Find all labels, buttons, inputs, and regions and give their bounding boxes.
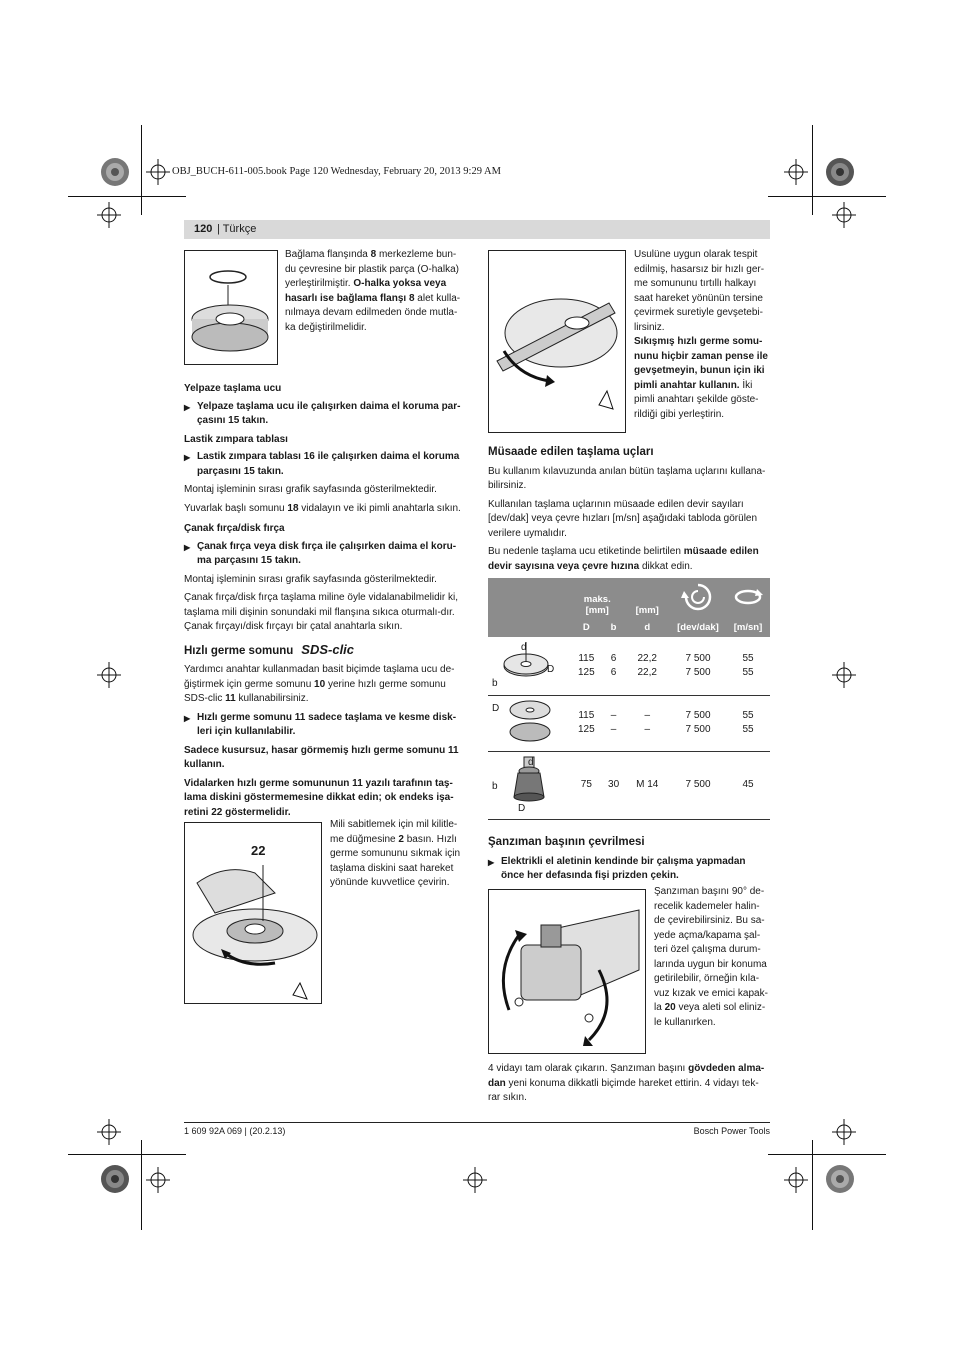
- sanding-disc-cell: D: [488, 695, 570, 751]
- col-ms: [m/sn]: [726, 618, 770, 637]
- allowed-p3: Bu nedenle taşlama ucu etiketinde belirtilen müsaade edilen devir sayısına veya çevre hızına dikkat edin.: [488, 546, 759, 572]
- sanding-disc-icon: [494, 696, 564, 746]
- fan-title: Yelpaze taşlama ucu: [184, 383, 282, 394]
- table-row: D 115 125 – – – – 7 500 7 500 55 55: [488, 695, 770, 751]
- rotation-speed-icon: [681, 581, 715, 613]
- page-header-bar: [184, 220, 770, 239]
- fan-bullet: ▶ Yelpaze taşlama ucu ile çalışırken daima el koruma par-çasını 15 takın.: [184, 400, 465, 429]
- crosshair-icon: [97, 660, 121, 690]
- color-wheel-icon: [100, 157, 130, 187]
- quick-p1: Yardımcı anahtar kullanmadan basit biçimde taşlama ucu de-ğiştirmek için germe somunu 10 yerine hızlı germe somunu SDS-clic 11 kullanabilirsiniz.: [184, 664, 455, 704]
- col-header-max: maks. [mm]: [570, 578, 624, 618]
- rubber-p2: Yuvarlak başlı somunu 18 vidalayın ve iki pimli anahtarla sıkın.: [184, 502, 461, 514]
- allowed-p1: Bu kullanım kılavuzunda anılan bütün taşlama uçlarını kullana-bilirsiniz.: [488, 465, 766, 491]
- allowed-p2: Kullanılan taşlama uçlarının müsaade edilen devir sayıları [dev/dak] veya çevre hızları [m/sn] aşağıdaki tabloda görülen verilere uymalıdır.: [488, 498, 758, 539]
- cup-brush-cell: d b D: [488, 751, 570, 819]
- triangle-bullet-icon: ▶: [184, 402, 191, 412]
- gear-title: Şanzıman başının çevrilmesi: [488, 836, 645, 848]
- rubber-title: Lastik zımpara tablası: [184, 433, 288, 445]
- cup-p2: Çanak fırça/disk fırça taşlama miline öyle vidalanabilmelidir ki, taşlama mili dişinin sonundaki mil flanşına sıkıca oturmalı-dır. Çanak fırçayı/disk fırçayı bir çatal anahtarla sıkın.: [184, 592, 458, 632]
- crop-mark: [812, 125, 813, 215]
- release-nut-figure: [488, 250, 626, 433]
- peripheral-speed-icon: [733, 587, 763, 607]
- quick-bullet: ▶ Hızlı germe somunu 11 sadece taşlama ve kesme disk-leri için kullanılabilir.: [184, 711, 465, 740]
- crosshair-icon: [463, 1165, 487, 1195]
- crosshair-icon: [97, 1117, 121, 1147]
- gear-head-figure: [488, 889, 646, 1054]
- crosshair-icon: [146, 1165, 170, 1195]
- two-pin-spanner-illustration: [489, 251, 625, 432]
- crop-mark: [768, 196, 886, 197]
- color-wheel-icon: [825, 157, 855, 187]
- col-D: D: [570, 618, 603, 637]
- crop-mark: [68, 1154, 186, 1155]
- sds-clic-logo: SDS-clic: [301, 641, 355, 657]
- table-row: d D b 115 125 6 6 22,2 22,2 7 500 7 500 55 55: [488, 637, 770, 695]
- triangle-bullet-icon: ▶: [184, 453, 191, 462]
- crosshair-icon: [832, 660, 856, 690]
- gear-bullet: ▶ Elektrikli el aletinin kendinde bir çalışma yapmadan önce her defasında fişi prizden çekin.: [488, 855, 770, 884]
- crosshair-icon: [832, 1117, 856, 1147]
- crop-mark: [768, 1154, 886, 1155]
- quick-bold1: Sadece kusursuz, hasar görmemiş hızlı germe somunu 11 kullanın.: [184, 744, 459, 770]
- cup-title: Çanak fırça/disk fırça: [184, 523, 285, 534]
- color-wheel-icon: [100, 1164, 130, 1194]
- table-row: d b D 75 30 M 14 7 500 45: [488, 751, 770, 819]
- left-column: [184, 382, 465, 824]
- flange-figure: [184, 250, 278, 365]
- crosshair-icon: [97, 200, 121, 230]
- color-wheel-icon: [825, 1164, 855, 1194]
- crop-mark: [68, 196, 186, 197]
- language-label: | Türkçe: [217, 223, 257, 235]
- crosshair-icon: [146, 157, 170, 187]
- footer-rule: [184, 1122, 770, 1123]
- footer-doc-number: 1 609 92A 069 | (20.2.13): [184, 1126, 286, 1136]
- allowed-title: Müsaade edilen taşlama uçları: [488, 446, 654, 458]
- cup-p1: Montaj işleminin sırası grafik sayfasında gösterilmektedir.: [184, 573, 437, 585]
- rubber-bullet: ▶ Lastik zımpara tablası 16 ile çalışırken daima el koruma parçasını 15 takın.: [184, 450, 465, 479]
- rpm-icon-cell: [670, 578, 726, 618]
- spindle-text: Mili sabitlemek için mil kilitle-me düğmesine 2 basın. Hızlı germe somununu sıkmak için taşlama diskini saat hareket yönünde kuvvetlice çevirin.: [330, 819, 461, 888]
- gear-section: [488, 835, 770, 888]
- crop-mark: [141, 125, 142, 215]
- triangle-bullet-icon: ▶: [184, 713, 191, 723]
- crosshair-icon: [784, 157, 808, 187]
- footer-brand: Bosch Power Tools: [693, 1126, 770, 1136]
- file-info-line: OBJ_BUCH-611-005.book Page 120 Wednesday, February 20, 2013 9:29 AM: [172, 166, 501, 177]
- allowed-tools-table: [488, 578, 770, 820]
- grinding-disc-cell: d D b: [488, 637, 570, 695]
- gear-text: Şanzıman başını 90° de-recelik kademeler halin-de çevirebilirsiniz. Bu sa-yede açma/kapama şal-teri özel çalışma durum-larında uygun bir konuma getirilebilir, örneğin kıla-vuz kızak ve emici kapak-la 20 veya aleti sol eliniz-le kullanırken.: [654, 886, 768, 1028]
- flange-o-ring-illustration: [185, 251, 277, 364]
- col-d: d: [624, 618, 670, 637]
- release-text: Usulüne uygun olarak tespit edilmiş, hasarsız bir hızlı ger-me somununu tırtıllı halkayı saat hareket yönünün tersine çevirmek suretiyle gevşetebi-lirsiniz. Sıkışmış hızlı germe somu-nunu hiçbir zaman pense ile gevşetmeyin, bunun için iki pimli anahtar kullanın. İki pimli anahtarı şekilde göste-rildiği gibi yerleştirin.: [634, 249, 768, 420]
- quick-bold2: Vidalarken hızlı germe somununun 11 yazılı tarafının taş-lama diskini göstermemesine dikkat edin; ok endeks işa-retini 22 göstermelidir.: [184, 777, 454, 818]
- col-b: b: [603, 618, 625, 637]
- gear-p2: 4 vidayı tam olarak çıkarın. Şanzıman başını gövdeden alma-dan yeni konuma dikkatli biçimde hareket ettirin. 4 vidayı tek-rar sıkın.: [488, 1063, 765, 1103]
- col-header-mm: [mm]: [624, 578, 670, 618]
- figure-callout-22: 22: [251, 843, 266, 858]
- flange-text: Bağlama flanşında 8 merkezleme bun-du çevresine bir plastik parça (O-halka) yerleştirilmiştir. O-halka yoksa veya hasarlı ise bağlama flanşı 8 alet kulla-nılmaya devam edilmeden önde mutla-ka değiştirilmelidir.: [285, 249, 461, 333]
- triangle-bullet-icon: ▶: [488, 857, 495, 867]
- allowed-section: [488, 445, 770, 578]
- rubber-p1: Montaj işleminin sırası grafik sayfasında gösterilmektedir.: [184, 484, 437, 495]
- gear-head-rotation-illustration: [489, 890, 645, 1053]
- col-rpm: [dev/dak]: [670, 618, 726, 637]
- page-number: 120: [194, 223, 213, 235]
- triangle-bullet-icon: ▶: [184, 542, 191, 552]
- peripheral-speed-icon-cell: [726, 578, 770, 618]
- crosshair-icon: [784, 1165, 808, 1195]
- quick-title: Hızlı germe somunu SDS-clic: [184, 641, 355, 657]
- cup-bullet: ▶ Çanak fırça veya disk fırça ile çalışırken daima el koru-ma parçasını 15 takın.: [184, 540, 465, 569]
- spindle-lock-figure: [184, 822, 322, 1004]
- crosshair-icon: [832, 200, 856, 230]
